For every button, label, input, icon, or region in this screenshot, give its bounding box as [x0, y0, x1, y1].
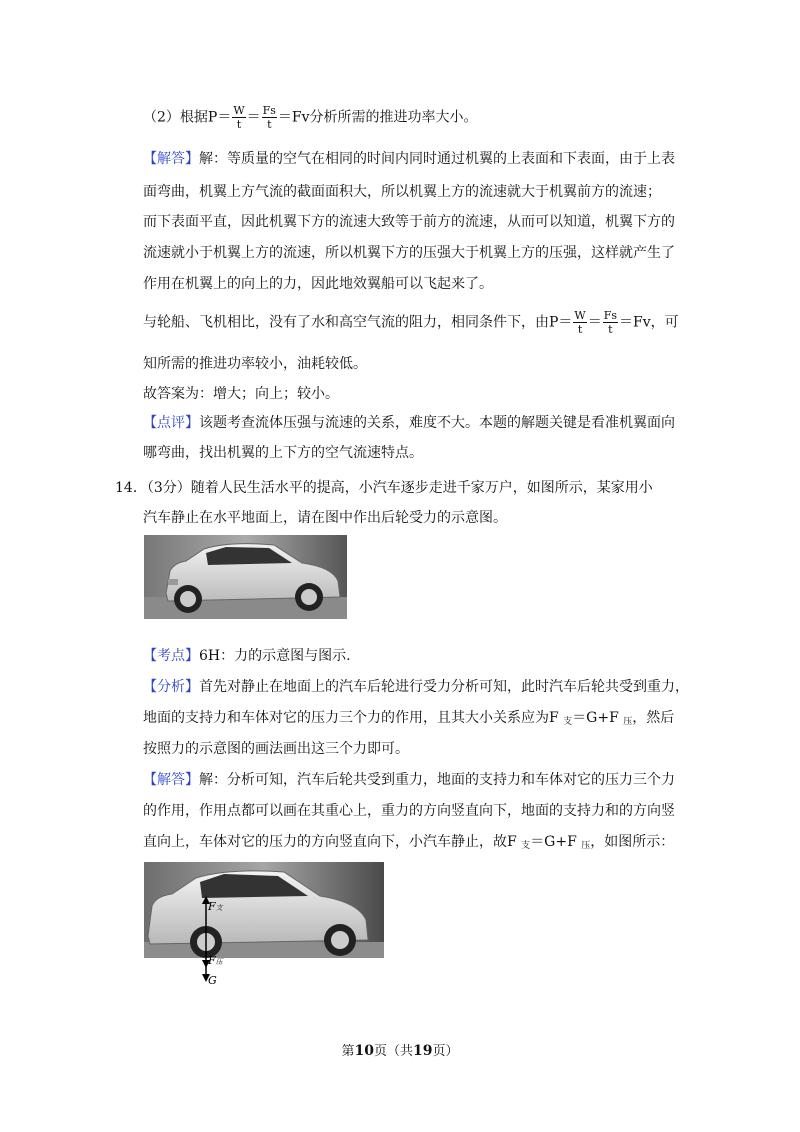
subscript: 支: [563, 717, 573, 727]
answer-line-2: 面弯曲，机翼上方气流的截面面积大，所以机翼上方的流速就大于机翼前方的流速；: [143, 184, 661, 200]
fenxi-tag: 【分析】: [143, 679, 199, 695]
text: 解：分析可知，汽车后轮共受到重力，地面的支持力和车体对它的压力三个力: [199, 772, 675, 788]
fenxi-line-3: 按照力的示意图的画法画出这三个力即可。: [143, 741, 409, 757]
answer-line-8: 故答案为：增大；向上；较小。: [143, 386, 339, 402]
text: 该题考查流体压强与流速的关系，难度不大。本题的解题关键是看准机翼面向: [199, 415, 675, 431]
text: ，然后: [632, 710, 675, 726]
text: 解：等质量的空气在相同的时间内同时通过机翼的上表面和下表面，由于上表: [199, 151, 675, 167]
fraction-numerator: W: [574, 309, 586, 322]
text: 页）: [432, 1044, 459, 1059]
jieda-line-1: [143, 770, 675, 790]
answer-line-6: [143, 309, 679, 336]
fraction-denominator: t: [577, 323, 583, 336]
text: ＝: [587, 314, 602, 331]
answer-line-4: 流速就小于机翼上方的流速，所以机翼下方的压强大于机翼上方的压强，这样就产生了: [143, 245, 675, 261]
fraction-fs-t: [262, 104, 277, 131]
question-14-line-1: 14．（3分）随着人民生活水平的提高，小汽车逐步走进千家万户，如图所示，某家用小: [115, 480, 653, 496]
answer-tag: 【解答】: [143, 151, 199, 167]
fraction-numerator: Fs: [603, 309, 618, 322]
text: ＝G+F: [530, 834, 577, 850]
review-line-1: [143, 413, 675, 433]
car-photo: [144, 535, 347, 619]
fraction-numerator: W: [233, 104, 245, 117]
fenxi-line-2: [143, 708, 674, 732]
answer-line-1: [143, 149, 675, 169]
text: 页（共: [373, 1044, 413, 1059]
fraction-fs-t: [603, 309, 618, 336]
force-subscript: 压: [215, 958, 223, 966]
fraction-denominator: t: [608, 323, 613, 336]
force-symbol: F: [208, 954, 216, 967]
kaodian-line: [143, 646, 351, 666]
text: 第: [341, 1044, 355, 1059]
fraction-w-t: [573, 309, 586, 336]
fenxi-line-1: [143, 677, 689, 697]
review-tag: 【点评】: [143, 415, 199, 431]
text: 直向上，车体对它的压力的方向竖直向下，小汽车静止，故F: [143, 834, 517, 850]
page-number: 10: [354, 1043, 374, 1059]
page-footer: [0, 1040, 800, 1059]
car-image: [144, 535, 347, 619]
force-label-gravity: G: [208, 974, 217, 987]
jieda-line-3: [143, 832, 674, 856]
force-subscript: 支: [215, 904, 223, 912]
solution-line-2: [143, 104, 478, 131]
text: ＝Fv分析所需的推进功率大小。: [277, 109, 478, 126]
answer-line-7: 知所需的推进功率较小，油耗较低。: [143, 356, 367, 372]
answer-line-3: 而下表面平直，因此机翼下方的流速大致等于前方的流速，从而可以知道，机翼下方的: [143, 214, 675, 230]
text: 地面的支持力和车体对它的压力三个力的作用，且其大小关系应为F: [143, 710, 559, 726]
subscript: 压: [623, 717, 633, 727]
subscript: 压: [581, 841, 591, 851]
force-label-pressure: [208, 954, 223, 967]
text: ，如图所示：: [590, 834, 675, 850]
text: ＝G+F: [572, 710, 619, 726]
question-14-line-2: 汽车静止在水平地面上，请在图中作出后轮受力的示意图。: [143, 510, 507, 526]
kaodian-tag: 【考点】: [143, 648, 199, 664]
force-symbol: F: [208, 900, 216, 913]
fraction-w-t: [232, 104, 245, 131]
text: 与轮船、飞机相比，没有了水和高空气流的阻力，相同条件下，由P＝: [143, 314, 573, 331]
jieda-tag: 【解答】: [143, 772, 199, 788]
jieda-line-2: 的作用，作用点都可以画在其重心上，重力的方向竖直向下，地面的支持力和的方向竖: [143, 803, 675, 819]
subscript: 支: [521, 841, 531, 851]
answer-line-5: 作用在机翼上的向上的力，因此地效翼船可以飞起来了。: [143, 276, 493, 292]
total-pages: 19: [413, 1043, 433, 1059]
text: 6H：力的示意图与图示.: [199, 648, 351, 664]
text: ＝Fv，可: [619, 314, 679, 331]
text: （2）根据P＝: [143, 109, 232, 126]
fraction-denominator: t: [267, 118, 272, 131]
fraction-numerator: Fs: [262, 104, 276, 117]
fraction-denominator: t: [236, 118, 242, 131]
car-force-image: [144, 862, 384, 990]
force-label-support: [208, 900, 223, 913]
car-force-diagram: [144, 862, 384, 990]
review-line-2: 哪弯曲，找出机翼的上下方的空气流速特点。: [143, 445, 423, 461]
text: 首先对静止在地面上的汽车后轮进行受力分析可知，此时汽车后轮共受到重力，: [199, 679, 689, 695]
text: ＝: [246, 109, 261, 126]
